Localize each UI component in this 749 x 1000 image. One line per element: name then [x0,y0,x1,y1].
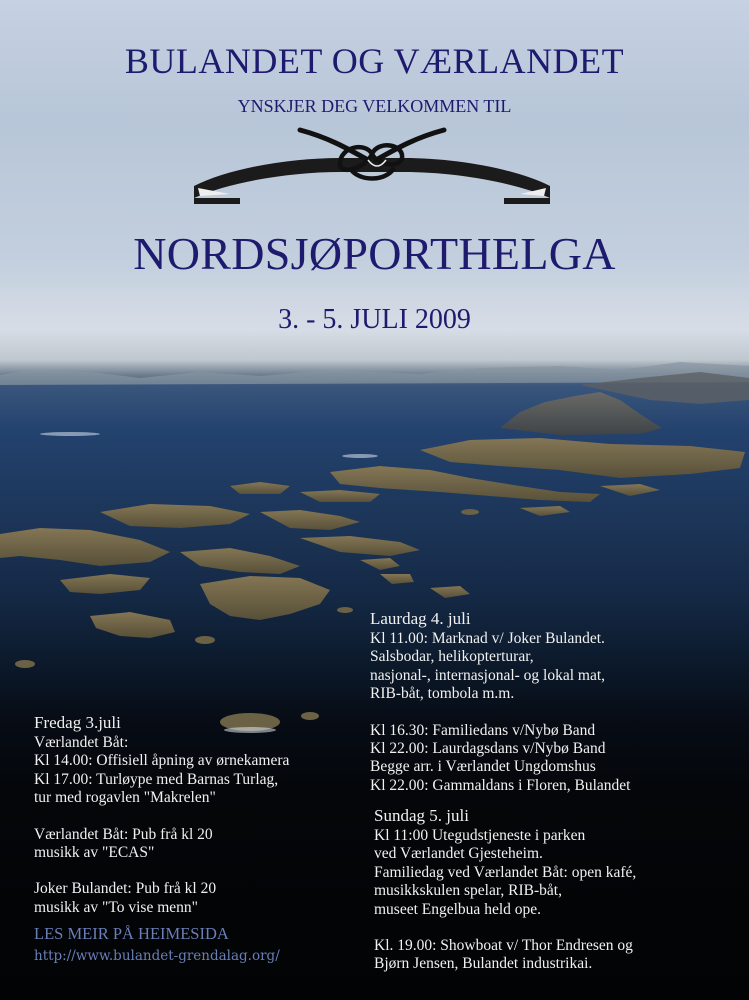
spacer [34,862,289,880]
friday-line: Værlandet Båt: [34,734,129,751]
friday-line: musikk av "ECAS" [34,844,155,862]
friday-line: Værlandet Båt: Pub frå kl 20 [34,825,213,843]
sunday-line: Bjørn Jensen, Bulandet industrikai. [374,955,593,973]
sunday-line: musikkskulen spelar, RIB-båt, [374,882,562,900]
saturday-schedule [370,608,630,795]
more-info-label: LES MEIR PÅ HEIMESIDA [34,924,229,943]
friday-line: musikk av "To vise menn" [34,898,198,916]
organizer-title: BULANDET OG VÆRLANDET [124,41,625,81]
website-link[interactable]: http://www.bulandet-grendalag.org/ [34,948,280,964]
sunday-line: Kl 11:00 Utegudstjeneste i parken [374,827,586,844]
friday-line: Kl 17.00: Turløype med Barnas Turlag, [34,770,279,788]
saturday-line: Kl 16.30: Familiedans v/Nybø Band [370,721,596,739]
sunday-line: Familiedag ved Værlandet Båt: open kafé, [374,863,637,881]
spacer [370,704,630,722]
saturday-line: RIB-båt, tombola m.m. [370,685,515,703]
saturday-line: nasjonal-, internasjonal- og lokal mat, [370,666,606,684]
saturday-line: Salsbodar, helikopterturar, [370,648,534,666]
saturday-line: Begge arr. i Værlandet Ungdomshus [370,758,596,776]
event-title: NORDSJØPORTHELGA [133,228,616,279]
sunday-line: Kl. 19.00: Showboat v/ Thor Endresen og [374,937,633,955]
friday-line: Joker Bulandet: Pub frå kl 20 [34,880,217,898]
welcome-subtitle: YNSKJER DEG VELKOMMEN TIL [237,96,512,116]
saturday-heading: Laurdag 4. juli [370,609,471,628]
mountain-island [500,392,662,435]
saturday-line: Kl 22.00: Gammaldans i Floren, Bulandet [370,776,631,794]
friday-heading: Fredag 3.juli [34,713,121,732]
spacer [374,919,636,937]
saturday-line: Kl 22.00: Laurdagsdans v/Nybø Band [370,740,606,758]
spacer [34,808,289,826]
knot-bridge-logo [190,124,554,210]
sunday-line: ved Værlandet Gjesteheim. [374,845,543,863]
sunday-schedule [374,805,636,974]
event-dates: 3. - 5. JULI 2009 [278,304,471,335]
friday-schedule [34,712,289,917]
friday-line: Kl 14.00: Offisiell åpning av ørnekamera [34,752,290,770]
friday-line: tur med rogavlen "Makrelen" [34,789,216,807]
sunday-line: museet Engelbua held ope. [374,900,542,918]
sunday-heading: Sundag 5. juli [374,806,469,825]
saturday-line: Kl 11.00: Marknad v/ Joker Bulandet. [370,630,605,647]
